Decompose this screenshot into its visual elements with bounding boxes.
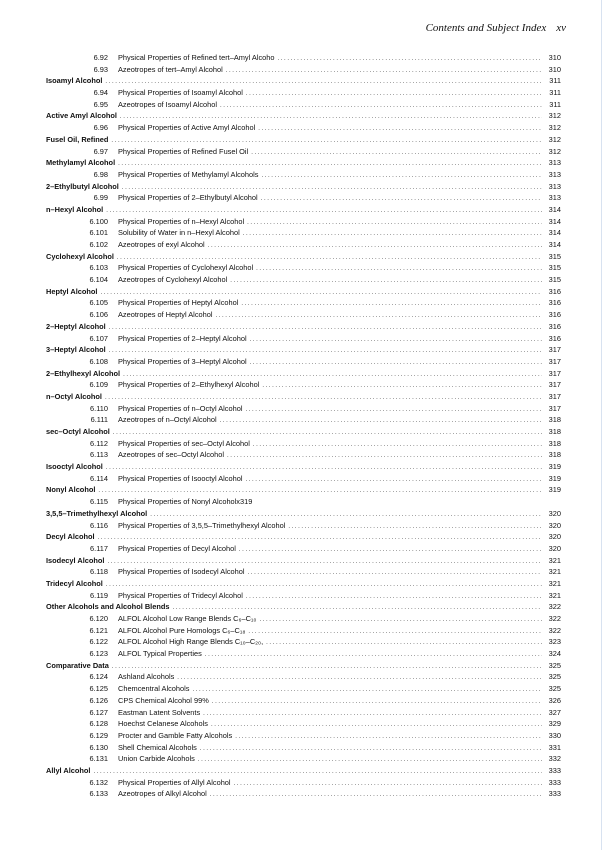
toc-entry-number: 6.121: [89, 625, 108, 635]
toc-entry-number: 6.107: [89, 333, 108, 343]
toc-entry-row[interactable]: [46, 636, 561, 648]
toc-page-number: 318: [548, 415, 561, 425]
toc-entry-number: 6.106: [89, 310, 108, 320]
toc-page-number: 317: [548, 345, 561, 355]
toc-entry-row[interactable]: [46, 449, 561, 461]
toc-entry-title: ALFOL Alcohol Pure Homologs C₆–C₁₈: [118, 625, 246, 635]
toc-entry-title: Physical Properties of n–Octyl Alcohol: [118, 403, 243, 413]
toc-entry-number: 6.123: [89, 649, 108, 659]
toc-entry-title: n–Octyl Alcohol: [46, 391, 102, 401]
toc-entry-title: Decyl Alcohol: [46, 532, 95, 542]
toc-entry-row[interactable]: [46, 625, 561, 637]
toc-entry-title: ALFOL Alcohol Low Range Blends C₆–C₁₀: [118, 614, 257, 623]
toc-heading-row[interactable]: [46, 555, 561, 567]
toc-heading-row[interactable]: [46, 368, 561, 380]
toc-entry-number: 6.133: [89, 789, 108, 799]
toc-heading-row[interactable]: [46, 251, 561, 263]
toc-entry-number: 6.118: [90, 567, 108, 577]
toc-entry-number: 6.125: [89, 684, 108, 694]
toc-page-number: 320: [548, 508, 561, 518]
toc-entry-title: Azeotropes of sec–Octyl Alcohol: [118, 450, 224, 460]
dot-leader: [253, 440, 542, 452]
toc-entry-title: sec–Octyl Alcohol: [46, 427, 110, 436]
toc-entry-title: Hoechst Celanese Alcohols: [118, 719, 208, 729]
dot-leader: [212, 697, 542, 709]
toc-entry-title: 2–Ethylhexyl Alcohol: [46, 368, 121, 378]
toc-entry-number: 6.127: [89, 707, 108, 717]
toc-entry-row[interactable]: [46, 438, 561, 450]
toc-entry-row[interactable]: [46, 379, 561, 391]
toc-entry-title: Chemcentral Alcohols: [118, 684, 190, 694]
toc-entry-title: Physical Properties of sec–Octyl Alcohol: [118, 438, 250, 448]
running-head: [426, 22, 566, 34]
toc-entry-row[interactable]: [46, 613, 561, 625]
toc-entry-title: Azeotropes of Cyclohexyl Alcohol: [118, 275, 228, 285]
dot-leader: [260, 615, 543, 627]
toc-entry-number: 6.111: [90, 415, 108, 425]
toc-entry-title: Solubility of Water in n–Hexyl Alcohol: [118, 228, 240, 238]
toc-page-number: 324: [548, 649, 561, 659]
toc-entry-row[interactable]: [46, 414, 561, 426]
toc-entry-row[interactable]: [46, 169, 561, 181]
dot-leader: [220, 416, 542, 428]
toc-entry-row[interactable]: [46, 520, 561, 532]
dot-leader: [226, 66, 542, 78]
toc-entry-title: Physical Properties of 3,5,5–Trimethylhexyl Alcohol: [118, 520, 286, 530]
toc-heading-row[interactable]: [46, 765, 561, 777]
dot-leader: [247, 218, 542, 230]
toc-entry-number: 6.113: [90, 450, 108, 460]
toc-page-number: 317: [548, 403, 561, 413]
toc-heading-row[interactable]: [46, 181, 561, 193]
toc-entry-title: Isoamyl Alcohol: [46, 76, 103, 86]
toc-page-number: 320: [548, 543, 561, 553]
table-of-contents: [46, 52, 561, 800]
toc-entry-title: Shell Chemical Alcohols: [118, 742, 197, 752]
toc-entry-title: Tridecyl Alcohol: [46, 578, 103, 588]
dot-leader: [246, 89, 542, 101]
toc-entry-title: Azeotropes of tert–Amyl Alcohol: [118, 64, 223, 74]
toc-entry-number: 6.100: [89, 216, 108, 226]
toc-entry-title: Physical Properties of n–Hexyl Alcohol: [118, 216, 245, 226]
dot-leader: [234, 779, 542, 791]
dot-leader: [248, 627, 542, 639]
dot-leader: [200, 744, 542, 756]
toc-entry-title: Cyclohexyl Alcohol: [46, 251, 114, 261]
toc-entry-number: 6.129: [89, 730, 108, 740]
toc-page-number: 325: [548, 660, 561, 670]
toc-page-number: 325: [548, 684, 561, 694]
toc-entry-number: 6.97: [93, 146, 108, 156]
running-head-page-number: xv: [556, 22, 566, 34]
dot-leader: [278, 54, 542, 66]
toc-entry-title: Nonyl Alcohol: [46, 485, 96, 495]
toc-entry-title: Eastman Latent Solvents: [118, 707, 201, 717]
toc-entry-title: Physical Properties of Methylamyl Alcohols: [118, 169, 259, 179]
toc-page-number: 313: [548, 193, 561, 203]
toc-entry-number: 6.99: [93, 193, 108, 203]
toc-entry-title: Azeotropes of Isoamyl Alcohol: [118, 99, 218, 109]
toc-page-number: 316: [548, 286, 561, 296]
toc-entry-row[interactable]: [46, 227, 561, 239]
dot-leader: [243, 229, 542, 241]
toc-entry-title: Physical Properties of 2–Ethylhexyl Alcohol: [118, 380, 260, 390]
toc-heading-row[interactable]: [46, 508, 561, 520]
toc-page-number: 319: [548, 462, 561, 472]
toc-entry-row[interactable]: [46, 566, 561, 578]
toc-entry-number: 6.108: [89, 356, 108, 366]
toc-heading-row[interactable]: [46, 75, 561, 87]
toc-page-number: 317: [548, 368, 561, 378]
toc-entry-title: Physical Properties of 3–Heptyl Alcohol: [118, 356, 247, 366]
toc-page-number: 333: [548, 777, 561, 787]
toc-page-number: 332: [548, 754, 561, 764]
dot-leader: [262, 381, 542, 393]
toc-entry-number: 6.114: [90, 473, 108, 483]
toc-page-number: 316: [548, 310, 561, 320]
toc-page-number: 313: [548, 181, 561, 191]
dot-leader: [241, 299, 542, 311]
toc-entry-number: 6.116: [90, 520, 108, 530]
toc-page-number: 330: [548, 730, 561, 740]
toc-page-number: 310: [548, 53, 561, 62]
dot-leader: [177, 673, 542, 685]
toc-entry-row[interactable]: [46, 146, 561, 158]
dot-leader: [198, 755, 542, 767]
toc-page-number: 322: [548, 625, 561, 635]
dot-leader: [261, 171, 542, 183]
dot-leader: [230, 276, 542, 288]
dot-leader: [112, 662, 542, 674]
toc-entry-number: 6.96: [93, 123, 108, 133]
toc-heading-row[interactable]: [46, 204, 561, 216]
toc-heading-row[interactable]: [46, 660, 561, 672]
toc-entry-title: Azeotropes of n–Octyl Alcohol: [118, 415, 217, 425]
toc-entry-row[interactable]: [46, 239, 561, 251]
toc-page-number: 312: [548, 134, 561, 144]
dot-leader: [210, 790, 542, 802]
toc-entry-title: Azeotropes of Heptyl Alcohol: [118, 310, 213, 320]
toc-page-number: 323: [548, 637, 561, 647]
toc-page-number: 318: [548, 450, 561, 460]
toc-page-number: 321: [548, 590, 561, 600]
toc-page-number: 316: [548, 321, 561, 331]
toc-entry-title: Ashland Alcohols: [118, 672, 175, 682]
dot-leader: [192, 685, 542, 697]
toc-entry-number: 6.112: [90, 438, 108, 448]
toc-entry-title: Union Carbide Alcohols: [118, 754, 195, 764]
toc-entry-row[interactable]: [46, 473, 561, 485]
toc-page-number: 333: [548, 789, 561, 799]
toc-entry-row[interactable]: [46, 718, 561, 730]
toc-entry-title: ALFOL Alcohol High Range Blends C₁₀–C₂₀,: [118, 637, 264, 647]
toc-page-number: 311: [549, 99, 561, 109]
toc-page-number: 322: [548, 614, 561, 623]
toc-page-number: 314: [548, 240, 561, 249]
toc-entry-row[interactable]: [46, 742, 561, 754]
toc-entry-number: 6.102: [89, 240, 108, 249]
toc-page-number: 321: [548, 567, 561, 577]
toc-entry-row[interactable]: [46, 216, 561, 228]
dot-leader: [220, 101, 542, 113]
toc-entry-title: Physical Properties of 2–Heptyl Alcohol: [118, 333, 247, 343]
toc-entry-row[interactable]: [46, 99, 561, 111]
toc-entry-row[interactable]: [46, 87, 561, 99]
toc-entry-title: Azeotropes of exyl Alcohol: [118, 240, 205, 249]
toc-page-number: 331: [548, 742, 561, 752]
toc-page-number: 315: [548, 251, 561, 261]
toc-entry-title: Physical Properties of Allyl Alcohol: [118, 777, 231, 787]
dot-leader: [258, 124, 542, 136]
toc-entry-row[interactable]: [46, 695, 561, 707]
dot-leader: [245, 475, 542, 487]
toc-page-number: 321: [548, 555, 561, 565]
toc-page-number: 325: [548, 672, 561, 682]
toc-entry-title: Physical Properties of 2–Ethylbutyl Alcohol: [118, 193, 258, 203]
toc-entry-title: Physical Properties of Decyl Alcohol: [118, 543, 236, 553]
dot-leader: [288, 522, 542, 534]
toc-entry-title: Heptyl Alcohol: [46, 286, 98, 296]
toc-entry-row[interactable]: [46, 356, 561, 368]
dot-leader: [245, 405, 542, 417]
toc-entry-number: 6.105: [89, 298, 108, 308]
toc-page-number: 312: [548, 123, 561, 133]
toc-page-number: 315: [548, 263, 561, 273]
toc-heading-row[interactable]: [46, 426, 561, 438]
toc-entry-row[interactable]: [46, 64, 561, 76]
toc-page-number: 311: [549, 88, 561, 98]
toc-entry-number: 6.124: [89, 672, 108, 682]
toc-entry-title: Physical Properties of Refined Fusel Oil: [118, 146, 249, 156]
toc-entry-number: 6.132: [89, 777, 108, 787]
dot-leader: [211, 720, 542, 732]
toc-page-number: 313: [548, 158, 561, 168]
toc-heading-row[interactable]: [46, 601, 561, 613]
toc-entry-number: 6.117: [90, 543, 108, 553]
dot-leader: [266, 638, 542, 650]
toc-entry-row[interactable]: [46, 671, 561, 683]
dot-leader: [246, 592, 542, 604]
toc-entry-number: 6.109: [89, 380, 108, 390]
toc-entry-title: Physical Properties of Isoamyl Alcohol: [118, 88, 243, 98]
toc-page-number: 311: [549, 76, 561, 86]
dot-leader: [250, 335, 542, 347]
toc-page-number: 316: [548, 333, 561, 343]
toc-heading-row[interactable]: [46, 484, 561, 496]
toc-heading-row[interactable]: [46, 531, 561, 543]
toc-page-number: 316: [548, 298, 561, 308]
dot-leader: [216, 311, 543, 323]
toc-entry-number: 6.128: [89, 719, 108, 729]
toc-entry-title: Azeotropes of Alkyl Alcohol: [118, 789, 207, 799]
toc-entry-row[interactable]: [46, 683, 561, 695]
toc-entry-number: 6.110: [90, 403, 108, 413]
toc-entry-row[interactable]: [46, 333, 561, 345]
toc-entry-title: Active Amyl Alcohol: [46, 111, 117, 121]
toc-page-number: 317: [548, 356, 561, 366]
toc-entry-row[interactable]: [46, 753, 561, 765]
toc-entry-number: 6.95: [93, 99, 108, 109]
toc-entry-number: 6.115: [90, 497, 108, 507]
toc-entry-title: 2–Ethylbutyl Alcohol: [46, 181, 119, 191]
toc-entry-number: 6.126: [89, 695, 108, 705]
toc-entry-row[interactable]: [46, 590, 561, 602]
toc-entry-row[interactable]: [46, 777, 561, 789]
toc-entry-title: n–Hexyl Alcohol: [46, 204, 104, 214]
toc-heading-row[interactable]: [46, 461, 561, 473]
toc-page-number: 318: [548, 438, 561, 448]
toc-entry-title: Physical Properties of Active Amyl Alcohol: [118, 123, 256, 133]
toc-entry-title: 3,5,5–Trimethylhexyl Alcohol: [46, 508, 148, 518]
toc-entry-number: 6.94: [93, 88, 108, 98]
toc-page-number: 314: [548, 204, 561, 214]
toc-page-number: 320: [548, 532, 561, 542]
toc-entry-row[interactable]: [46, 730, 561, 742]
dot-leader: [248, 568, 542, 580]
dot-leader: [250, 358, 542, 370]
toc-page-number: 312: [548, 146, 561, 156]
toc-entry-title: 3–Heptyl Alcohol: [46, 345, 106, 355]
toc-entry-title: Comparative Data: [46, 660, 109, 670]
toc-page-number: 315: [548, 275, 561, 285]
toc-entry-row[interactable]: [46, 262, 561, 274]
toc-page-number: 319: [548, 485, 561, 495]
toc-entry-number: 6.104: [89, 275, 108, 285]
toc-entry-title: CPS Chemical Alcohol 99%: [118, 695, 209, 705]
toc-page-number: 317: [548, 391, 561, 401]
dot-leader: [208, 241, 542, 253]
toc-entry-title: Physical Properties of Nonyl Alcoholx319: [118, 497, 253, 507]
toc-entry-number: 6.130: [89, 742, 108, 752]
toc-entry-title: Physical Properties of Heptyl Alcohol: [118, 298, 239, 308]
toc-entry-row[interactable]: [46, 122, 561, 134]
toc-heading-row[interactable]: [46, 344, 561, 356]
toc-entry-row[interactable]: [46, 309, 561, 321]
dot-leader: [261, 194, 542, 206]
toc-entry-row[interactable]: [46, 403, 561, 415]
toc-entry-number: 6.131: [89, 754, 108, 764]
dot-leader: [203, 709, 542, 721]
toc-entry-title: Physical Properties of Cyclohexyl Alcohol: [118, 263, 254, 273]
dot-leader: [227, 451, 542, 463]
toc-heading-row[interactable]: [46, 578, 561, 590]
toc-entry-title: Isooctyl Alcohol: [46, 462, 103, 472]
toc-entry-row[interactable]: [46, 192, 561, 204]
toc-heading-row[interactable]: [46, 391, 561, 403]
toc-page-number: 314: [548, 228, 561, 238]
toc-entry-number: 6.120: [89, 614, 108, 623]
toc-page-number: 314: [548, 216, 561, 226]
toc-entry-title: Other Alcohols and Alcohol Blends: [46, 602, 170, 612]
toc-entry-row[interactable]: [46, 52, 561, 64]
toc-entry-title: ALFOL Typical Properties: [118, 649, 202, 659]
toc-page-number: 313: [548, 169, 561, 179]
dot-leader: [251, 148, 542, 160]
toc-page-number: 329: [548, 719, 561, 729]
toc-entry-title: Fusel Oil, Refined: [46, 134, 109, 144]
toc-heading-row[interactable]: [46, 321, 561, 333]
toc-entry-title: Physical Properties of Isodecyl Alcohol: [118, 567, 245, 577]
toc-entry-number: 6.101: [89, 228, 108, 238]
toc-page-number: 333: [548, 765, 561, 775]
toc-page-number: 321: [548, 578, 561, 588]
toc-entry-row[interactable]: [46, 543, 561, 555]
toc-entry-title: Isodecyl Alcohol: [46, 555, 105, 565]
toc-entry-title: Physical Properties of Refined tert–Amyl Alcoho: [118, 53, 275, 62]
toc-entry-number: 6.93: [93, 64, 108, 74]
toc-entry-row[interactable]: [46, 648, 561, 660]
toc-entry-title: Physical Properties of Tridecyl Alcohol: [118, 590, 243, 600]
toc-page-number: 310: [548, 64, 561, 74]
toc-entry-title: Methylamyl Alcohol: [46, 158, 116, 168]
toc-page-number: 327: [548, 707, 561, 717]
dot-leader: [205, 650, 542, 662]
toc-page-number: 317: [548, 380, 561, 390]
toc-entry-number: 6.122: [89, 637, 108, 647]
toc-entry-number: 6.119: [90, 590, 108, 600]
toc-entry-number: 6.103: [89, 263, 108, 273]
toc-page-number: 322: [548, 602, 561, 612]
toc-entry-title: Allyl Alcohol: [46, 765, 91, 775]
toc-entry-title: Procter and Gamble Fatty Alcohols: [118, 730, 233, 740]
toc-heading-row[interactable]: [46, 134, 561, 146]
toc-page-number: 326: [548, 695, 561, 705]
toc-page-number: 320: [548, 520, 561, 530]
dot-leader: [239, 545, 542, 557]
dot-leader: [256, 264, 542, 276]
toc-page-number: 319: [548, 473, 561, 483]
toc-entry-title: Physical Properties of Isooctyl Alcohol: [118, 473, 243, 483]
toc-entry-row[interactable]: [46, 707, 561, 719]
toc-page-number: 312: [548, 111, 561, 121]
toc-entry-number: 6.98: [93, 169, 108, 179]
dot-leader: [235, 732, 542, 744]
toc-entry-row[interactable]: [46, 274, 561, 286]
running-head-title: Contents and Subject Index: [425, 22, 547, 34]
toc-entry-row[interactable]: [46, 788, 561, 800]
toc-heading-row[interactable]: [46, 157, 561, 169]
toc-entry-number: 6.92: [93, 53, 108, 62]
toc-entry-row[interactable]: [46, 297, 561, 309]
toc-heading-row[interactable]: [46, 110, 561, 122]
toc-page-number: 318: [548, 427, 561, 436]
toc-entry-title: 2–Heptyl Alcohol: [46, 321, 106, 331]
toc-heading-row[interactable]: [46, 286, 561, 298]
